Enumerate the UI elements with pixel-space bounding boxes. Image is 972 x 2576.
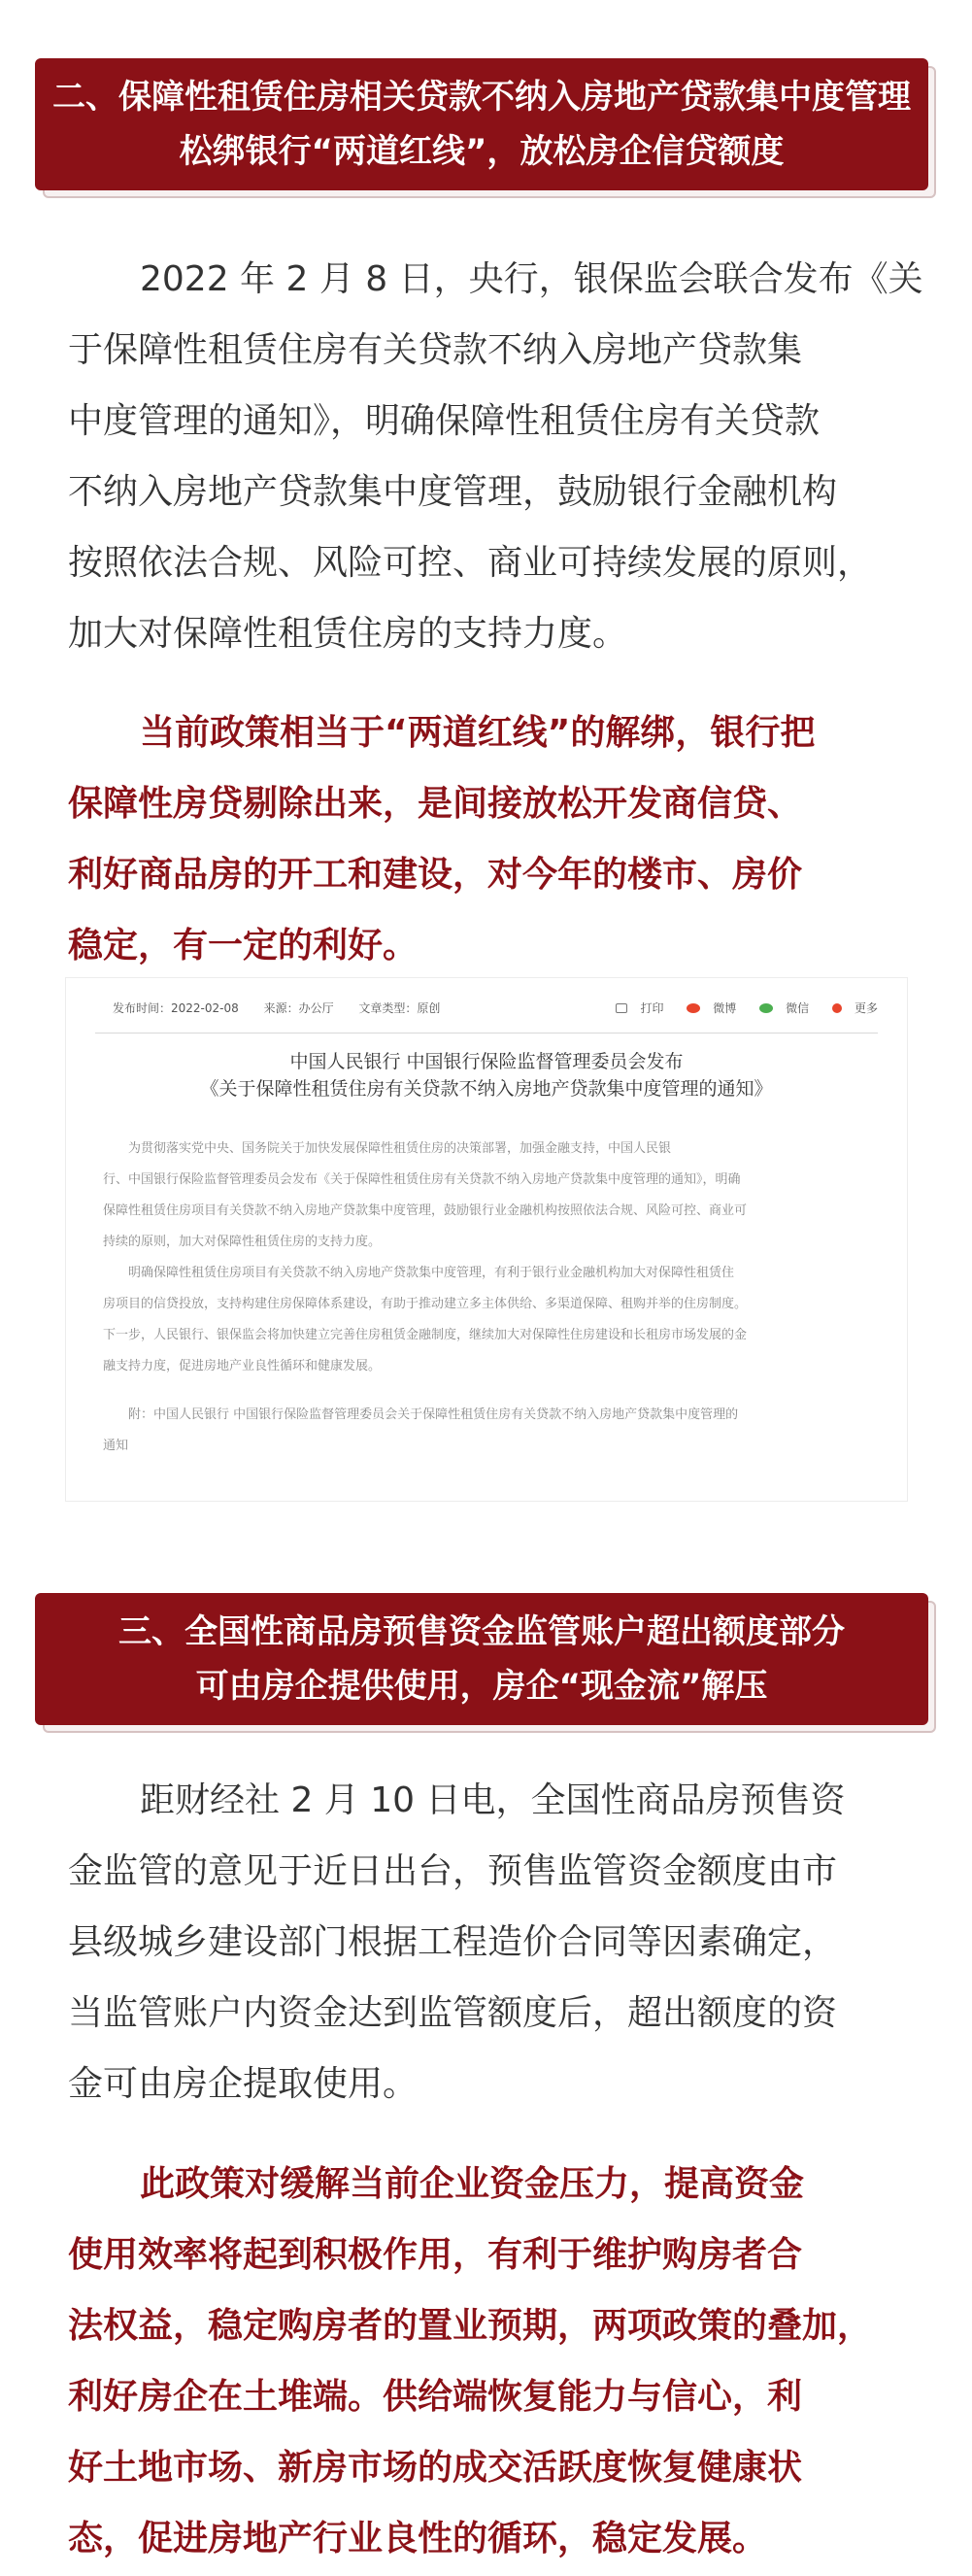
wechat-label: 微信 bbox=[786, 1001, 810, 1015]
body-line: 持续的原则，加大对保障性租赁住房的支持力度。 bbox=[103, 1235, 382, 1249]
text-line: 态，促进房地产行业良性的循环，稳定发展。 bbox=[68, 2519, 768, 2559]
text-line: 按照依法合规、风险可控、商业可持续发展的原则， bbox=[68, 543, 873, 583]
heading-line: 松绑银行“两道红线”，放松房企信贷额度 bbox=[179, 132, 785, 171]
text-line: 中度管理的通知》，明确保障性租赁住房有关贷款 bbox=[68, 401, 821, 441]
text-line: 加大对保障性租赁住房的支持力度。 bbox=[68, 614, 628, 654]
body-line: 行、中国银行保险监督管理委员会发布《关于保障性租赁住房有关贷款不纳入房地产贷款集中度管理的通知》，明确 bbox=[103, 1172, 741, 1187]
document-body bbox=[103, 1134, 880, 1462]
text-line: 使用效率将起到积极作用，有利于维护购房者合 bbox=[68, 2235, 803, 2275]
weibo-icon bbox=[687, 1003, 700, 1013]
text-line: 好土地市场、新房市场的成交活跃度恢复健康状 bbox=[68, 2448, 803, 2488]
weibo-label: 微博 bbox=[713, 1001, 737, 1015]
text-line: 于保障性租赁住房有关贷款不纳入房地产贷款集 bbox=[68, 330, 803, 370]
more-icon bbox=[832, 1003, 842, 1013]
text-line: 此政策对缓解当前企业资金压力，提高资金 bbox=[140, 2164, 805, 2204]
text-line: 不纳入房地产贷款集中度管理，鼓励银行金融机构 bbox=[68, 472, 838, 512]
text-line: 2022 年 2 月 8 日，央行，银保监会联合发布《关 bbox=[140, 259, 923, 299]
print-link[interactable] bbox=[606, 1001, 663, 1015]
heading-line: 可由房企提供使用，房企“现金流”解压 bbox=[195, 1667, 768, 1706]
text-line: 距财经社 2 月 10 日电，全国性商品房预售资 bbox=[140, 1780, 846, 1820]
article-type: 文章类型：原创 bbox=[358, 1001, 441, 1015]
text-line: 当前政策相当于“两道红线”的解绑，银行把 bbox=[140, 713, 816, 753]
document-share-bar bbox=[596, 1000, 878, 1016]
attachment-link[interactable]: 附：中国人民银行 中国银行保险监督管理委员会关于保障性租赁住房有关贷款不纳入房地产贷款集中度管理的 bbox=[128, 1407, 739, 1422]
heading-box bbox=[35, 1593, 928, 1725]
body-line: 融支持力度，促进房地产业良性循环和健康发展。 bbox=[103, 1359, 382, 1373]
document-title bbox=[66, 1048, 907, 1102]
body-line: 房项目的信贷投放，支持构建住房保障体系建设，有助于推动建立多主体供给、多渠道保障、租购并举的住房制度。 bbox=[103, 1297, 748, 1311]
section-3-heading bbox=[35, 1593, 928, 1725]
body-line: 为贯彻落实党中央、国务院关于加快发展保障性租赁住房的决策部署，加强金融支持，中国人民银 bbox=[128, 1141, 672, 1156]
text-line: 当监管账户内资金达到监管额度后，超出额度的资 bbox=[68, 1993, 838, 2033]
document-screenshot bbox=[66, 978, 907, 1501]
document-meta-bar bbox=[113, 1000, 878, 1023]
more-label: 更多 bbox=[854, 1001, 878, 1015]
publish-time: 发布时间：2022-02-08 bbox=[113, 1001, 239, 1015]
title-line: 中国人民银行 中国银行保险监督管理委员会发布 bbox=[289, 1051, 684, 1072]
wechat-link[interactable] bbox=[750, 1001, 809, 1015]
body-line: 明确保障性租赁住房项目有关贷款不纳入房地产贷款集中度管理，有利于银行业金融机构加大对保障性租赁住 bbox=[128, 1266, 735, 1280]
weibo-link[interactable] bbox=[677, 1001, 736, 1015]
printer-icon bbox=[616, 1003, 627, 1013]
text-line: 县级城乡建设部门根据工程造价合同等因素确定， bbox=[68, 1922, 838, 1962]
section-3-paragraph-1 bbox=[68, 1765, 913, 2119]
section-2-paragraph-1 bbox=[68, 244, 923, 669]
text-line: 保障性房贷剔除出来，是间接放松开发商信贷、 bbox=[68, 784, 803, 824]
body-line: 保障性租赁住房项目有关贷款不纳入房地产贷款集中度管理，鼓励银行业金融机构按照依法合规、风险可控、商业可 bbox=[103, 1203, 748, 1218]
attachment-link[interactable]: 通知 bbox=[103, 1439, 129, 1453]
title-line: 《关于保障性租赁住房有关贷款不纳入房地产贷款集中度管理的通知》 bbox=[200, 1078, 773, 1100]
heading-line: 三、全国性商品房预售资金监管账户超出额度部分 bbox=[118, 1612, 845, 1651]
source: 来源：办公厅 bbox=[263, 1001, 334, 1015]
section-3-paragraph-2 bbox=[68, 2149, 913, 2574]
heading-line: 二、保障性租赁住房相关贷款不纳入房地产贷款集中度管理 bbox=[52, 78, 911, 117]
body-line: 下一步，人民银行、银保监会将加快建立完善住房租赁金融制度，继续加大对保障性住房建设和长租房市场发展的金 bbox=[103, 1328, 748, 1342]
text-line: 金监管的意见于近日出台，预售监管资金额度由市 bbox=[68, 1851, 838, 1891]
section-2-paragraph-2 bbox=[68, 697, 913, 981]
more-link[interactable] bbox=[822, 1001, 878, 1015]
heading-box bbox=[35, 58, 928, 190]
divider bbox=[95, 1033, 878, 1034]
text-line: 利好房企在土堆端。供给端恢复能力与信心，利 bbox=[68, 2377, 803, 2417]
text-line: 利好商品房的开工和建设，对今年的楼市、房价 bbox=[68, 855, 803, 895]
print-label: 打印 bbox=[640, 1001, 664, 1015]
text-line: 稳定，有一定的利好。 bbox=[68, 926, 419, 966]
text-line: 法权益，稳定购房者的置业预期，两项政策的叠加， bbox=[68, 2306, 873, 2346]
document-meta-left bbox=[113, 1000, 461, 1016]
text-line: 金可由房企提取使用。 bbox=[68, 2064, 419, 2104]
section-2-heading bbox=[35, 58, 928, 190]
wechat-icon bbox=[759, 1003, 773, 1013]
